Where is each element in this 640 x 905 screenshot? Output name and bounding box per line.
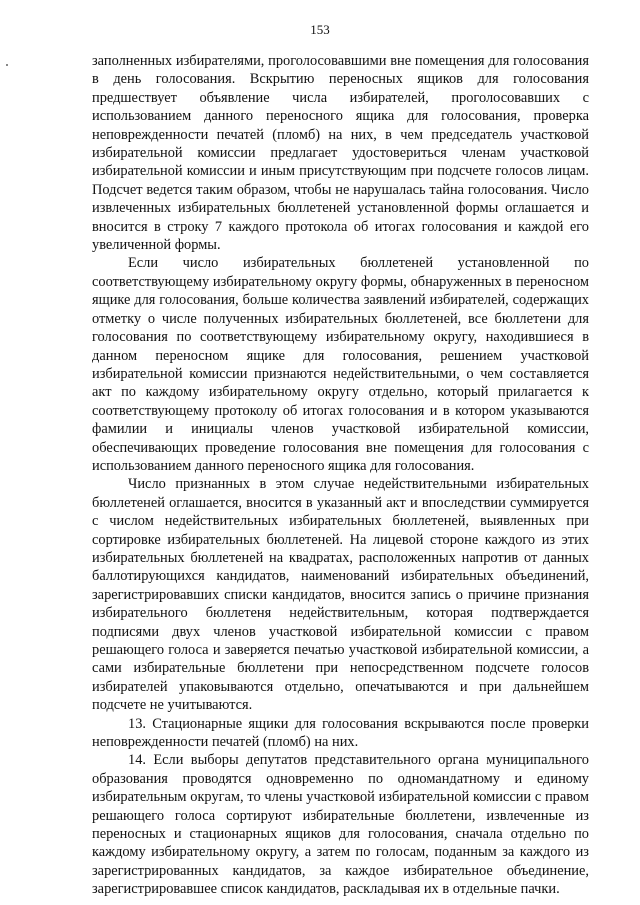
scan-speck [6,64,8,66]
paragraph-3: Число признанных в этом случае недействительными избирательных бюллетеней оглашается, вносится в указанный акт и впоследствии суммируется с числом недействительных избирательных бюллетеней, выявленных при сортировке избирательных бюллетеней. На лицевой стороне каждого из этих избирательных бюллетеней на квадратах, расположенных напротив от данных баллотирующихся кандидатов, наименований избирательных объединений, зарегистрировавших списки кандидатов, вносится запись о причине признания избирательного бюллетеня недействительным, которая подтверждается подписями двух членов участковой избирательной комиссии с правом решающего голоса и заверяется печатью участковой избирательной комиссии, а сами избирательные бюллетени при непосредственном подсчете голосов избирателей упаковываются отдельно, опечатываются и при дальнейшем подсчете не учитываются. [92,476,589,714]
paragraph-2: Если число избирательных бюллетеней установленной по соответствующему избирательному округу формы, обнаруженных в переносном ящике для голосования, больше количества заявлений избирателей, содержащих отметку о числе полученных избирательных бюллетеней, все бюллетени для голосования по соответствующему избирательному округу, находившиеся в данном переносном ящике для голосования, решением участковой избирательной комиссии признаются недействительными, о чем составляется акт по каждому избирательному округу отдельно, который прилагается к соответствующему протоколу об итогах голосования и в котором указываются фамилии и инициалы членов участковой избирательной комиссии, обеспечивающих проведение голосования вне помещения для голосования с использованием данного переносного ящика для голосования. [92,255,589,474]
paragraph-4-item-13: 13. Стационарные ящики для голосования вскрываются после проверки неповрежденности печатей (пломб) на них. [92,715,589,751]
paragraph-1: заполненных избирателями, проголосовавшими вне помещения для голосования в день голосования. Вскрытию переносных ящиков для голосования предшествует объявление числа избирателей, проголосовавших с использованием данного переносного ящика для голосования, проверка неповрежденности печатей (пломб) на них, в чем председатель участковой избирательной комиссии предлагает удостовериться членам участковой избирательной комиссии и иным присутствующим при подсчете голосов лицам. Подсчет ведется таким образом, чтобы не нарушалась тайна голосования. Число извлеченных избирательных бюллетеней установленной формы оглашается и вносится в строку 7 каждого протокола об итогах голосования и каждой его увеличенной формы. [92,53,589,254]
paragraph-5-item-14: 14. Если выборы депутатов представительного органа муниципального образования проводятся одновременно по одномандатному и единому избирательным округам, то члены участковой избирательной комиссии с правом решающего голоса сортируют избирательные бюллетени, извлеченные из переносных и стационарных ящиков для голосования, сначала отдельно по каждому избирательному округу, а затем по голосам, поданным за каждого из зарегистрированных кандидатов, за каждое избирательное объединение, зарегистрировавшее список кандидатов, раскладывая их в отдельные пачки. [92,752,589,898]
document-body [92,52,589,899]
page-number: 153 [310,22,330,37]
